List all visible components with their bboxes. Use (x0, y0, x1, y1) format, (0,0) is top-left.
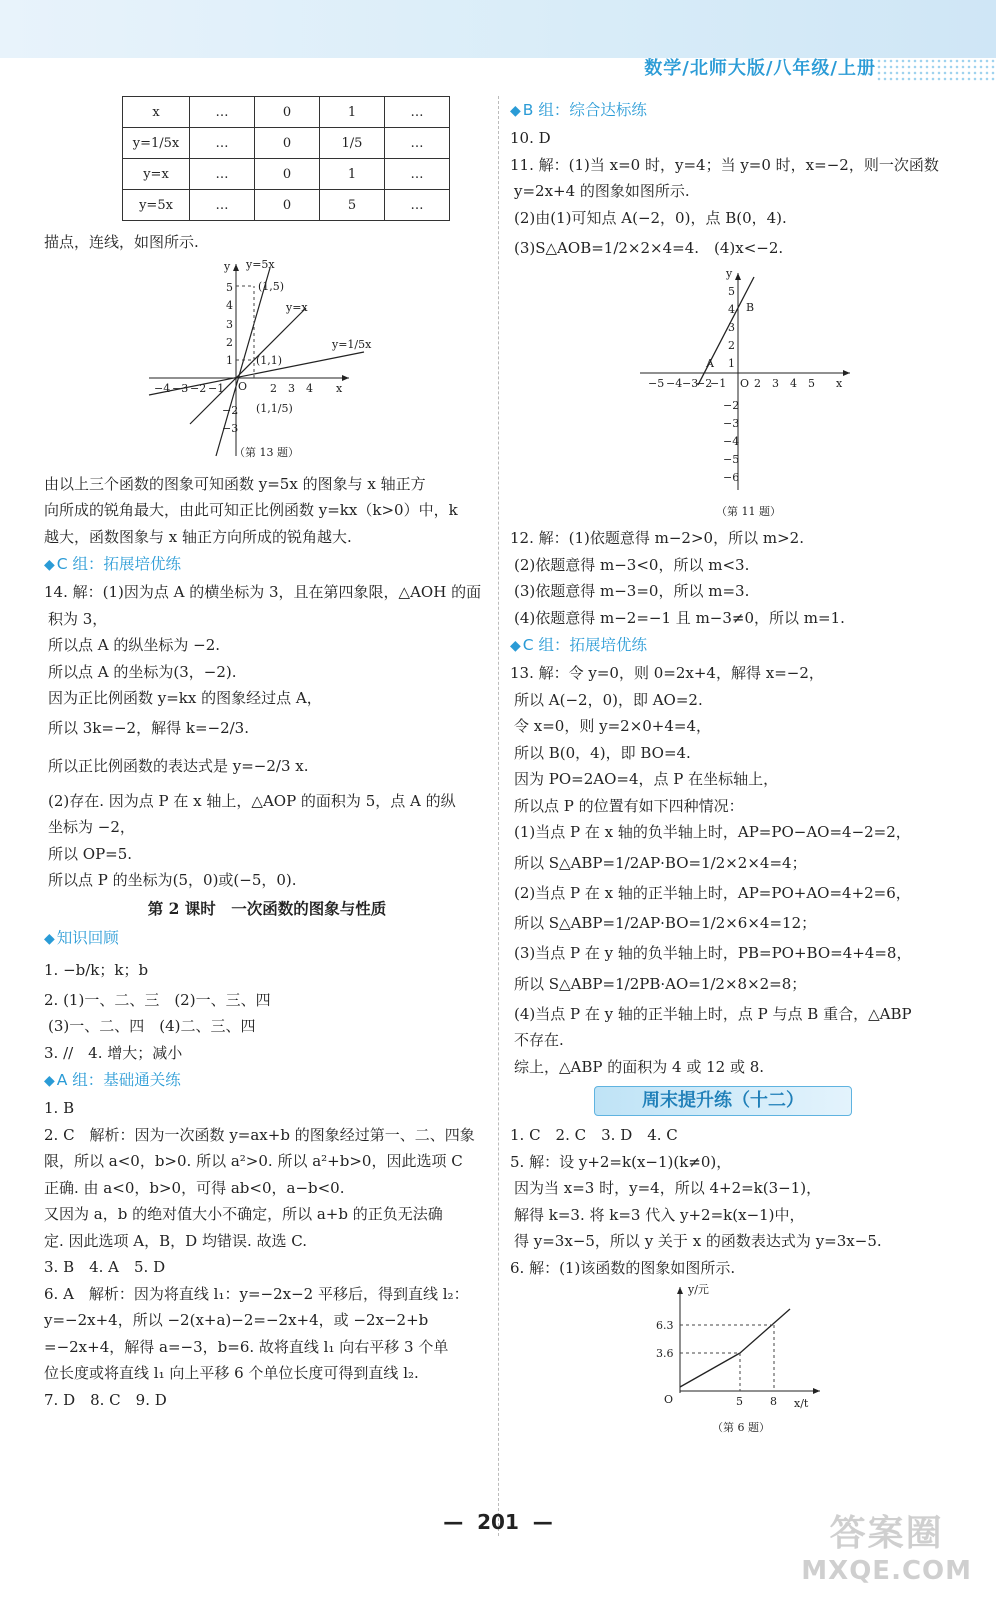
watermark (801, 1505, 972, 1586)
svg-text:2: 2 (226, 335, 233, 349)
svg-text:5: 5 (226, 280, 233, 294)
a-group-line: 限，所以 a<0，b>0. 所以 a²>0. 所以 a²+b>0，因此选项 C (44, 1152, 463, 1170)
a-group-line: 位长度或将直线 l₁ 向上平移 6 个单位长度可得到直线 l₂. (44, 1364, 419, 1382)
svg-text:−3: −3 (723, 417, 740, 430)
svg-text:−2: −2 (723, 399, 740, 412)
a-group-line: 定. 因此选项 A，B，D 均错误. 故选 C. (44, 1231, 307, 1250)
weekend-line: 得 y=3x−5，所以 y 关于 x 的函数表达式为 y=3x−5. (514, 1232, 882, 1250)
a-group-line: 正确. 由 a<0，b>0，可得 ab<0，a−b<0. (44, 1178, 345, 1197)
header-band (0, 0, 996, 58)
table-cell: … (190, 128, 255, 159)
svg-text:−3: −3 (682, 377, 699, 390)
svg-text:−3: −3 (172, 381, 189, 395)
q13-line: (2)当点 P 在 x 轴的正半轴上时，AP=PO+AO=4+2=6， (514, 883, 911, 902)
q14-line: 坐标为 −2， (48, 818, 135, 836)
a-group-line: 2. C 解析：因为一次函数 y=ax+b 的图象经过第一、二、四象 (44, 1125, 475, 1144)
svg-text:4: 4 (790, 377, 797, 390)
svg-text:−5: −5 (723, 453, 740, 466)
a-group-line: =−2x+4，解得 a=−3，b=6. 故将直线 l₁ 向右平移 3 个单 (44, 1337, 449, 1356)
label-y-1-5x: y=1/5x (332, 337, 372, 351)
table-cell: 5 (320, 190, 385, 221)
b-group-line: (4)依题意得 m−2=−1 且 m−3≠0，所以 m=1. (514, 608, 845, 627)
table-cell: 0 (255, 190, 320, 221)
q14-line: 所以点 A 的坐标为(3，−2). (48, 662, 237, 681)
svg-text:5: 5 (808, 377, 815, 390)
q14-line: 所以点 A 的纵坐标为 −2. (48, 636, 221, 654)
point-1-1: (1,1) (256, 353, 283, 367)
header-title: 数学/北师大版/八年级/上册 (644, 58, 876, 79)
fig6-x-label: x/t (794, 1397, 809, 1410)
table-cell: … (385, 159, 450, 190)
value-table (122, 96, 450, 221)
right-column (510, 96, 980, 1441)
weekend-line: 1. C 2. C 3. D 4. C (510, 1126, 678, 1144)
label-y-5x: y=5x (246, 257, 275, 271)
table-cell: … (190, 190, 255, 221)
table-row (123, 128, 450, 159)
x-axis-label: x (836, 377, 843, 390)
conclusion-line: 向所成的锐角最大，由此可知正比例函数 y=kx（k>0）中，k (44, 501, 458, 519)
b-group-line: y=2x+4 的图象如图所示. (514, 182, 690, 200)
svg-text:−2: −2 (696, 377, 713, 390)
q14-line: (2)存在. 因为点 P 在 x 轴上，△AOP 的面积为 5，点 A 的纵 (48, 791, 456, 810)
fig6-y-tick: 3.6 (656, 1347, 674, 1360)
table-cell: 0 (255, 97, 320, 128)
lesson-title: 第 2 课时 一次函数的图象与性质 (147, 898, 387, 918)
watermark-line1: 答案圈 (829, 1513, 944, 1554)
review-line: (3)一、二、四 (4)二、三、四 (48, 1017, 256, 1035)
b-group-line: 10. D (510, 129, 551, 147)
svg-text:4: 4 (226, 298, 233, 312)
table-row (123, 159, 450, 190)
table-cell: … (190, 159, 255, 190)
b-group-line: (2)由(1)可知点 A(−2，0)，点 B(0，4). (514, 208, 787, 227)
y-axis-label: y (224, 259, 231, 273)
svg-text:4: 4 (306, 381, 313, 395)
svg-text:1: 1 (728, 357, 735, 370)
q13-line: 所以 B(0，4)，即 BO=4. (514, 743, 691, 762)
conclusion-line: 由以上三个函数的图象可知函数 y=5x 的图象与 x 轴正方 (44, 474, 426, 493)
table-cell: 1 (320, 159, 385, 190)
b-group-line: (2)依题意得 m−3<0，所以 m<3. (514, 555, 750, 574)
svg-text:3: 3 (772, 377, 779, 390)
svg-text:−5: −5 (648, 377, 665, 390)
q13-line: 令 x=0，则 y=2×0+4=4， (514, 717, 712, 735)
svg-text:−2: −2 (190, 381, 207, 395)
svg-text:−4: −4 (666, 377, 683, 390)
svg-text:−6: −6 (723, 471, 740, 484)
q14-line: 因为正比例函数 y=kx 的图象经过点 A， (48, 689, 322, 707)
q13-line: 所以 S△ABP=1/2AP·BO=1/2×6×4=12； (514, 914, 817, 932)
q13-line: 综上，△ABP 的面积为 4 或 12 或 8. (514, 1057, 765, 1076)
svg-text:3: 3 (728, 321, 735, 334)
origin-label: O (740, 377, 750, 390)
table-cell: 0 (255, 128, 320, 159)
svg-text:−4: −4 (154, 381, 171, 395)
section-b-heading: ◆ B 组：综合达标练 (510, 96, 980, 125)
svg-text:3: 3 (226, 317, 233, 331)
page-number-value: 201 (477, 1510, 519, 1534)
review-line: 2. (1)一、二、三 (2)一、三、四 (44, 990, 271, 1009)
b-group-line: (3)依题意得 m−3=0，所以 m=3. (514, 582, 750, 600)
q14-line: 所以 OP=5. (48, 844, 133, 863)
svg-text:4: 4 (728, 303, 735, 316)
table-cell: … (190, 97, 255, 128)
table-row (123, 190, 450, 221)
svg-text:−4: −4 (723, 435, 740, 448)
section-c-heading-right: ◆ C 组：拓展培优练 (510, 631, 980, 660)
weekend-line: 解得 k=3. 将 k=3 代入 y+2=k(x−1)中， (514, 1205, 805, 1224)
table-cell: y=x (123, 159, 190, 190)
a-group-line: 又因为 a，b 的绝对值大小不确定，所以 a+b 的正负无法确 (44, 1205, 443, 1223)
q13-line: (3)当点 P 在 y 轴的负半轴上时，PB=PO+BO=4+4=8， (514, 944, 912, 962)
a-group-line: 1. B (44, 1099, 75, 1117)
point-1-fifth: (1,1/5) (256, 401, 293, 415)
point-b-label: B (746, 301, 755, 314)
q14-line: 积为 3， (48, 609, 108, 628)
q14-line: 所以 3k=−2，解得 k=−2/3. (48, 718, 249, 737)
a-group-line: 7. D 8. C 9. D (44, 1390, 167, 1409)
q13-line: 不存在. (514, 1031, 564, 1049)
svg-text:2: 2 (270, 381, 277, 395)
svg-text:5: 5 (728, 285, 735, 298)
q13-line: (1)当点 P 在 x 轴的负半轴上时，AP=PO−AO=4−2=2， (514, 823, 911, 841)
table-cell: 1/5 (320, 128, 385, 159)
b-group-line: 12. 解：(1)依题意得 m−2>0，所以 m>2. (510, 529, 804, 547)
section-a-heading: ◆ A 组：基础通关练 (44, 1066, 490, 1095)
fig6-origin: O (664, 1393, 674, 1406)
q14-line: 所以点 P 的坐标为(5，0)或(−5，0). (48, 871, 297, 889)
a-group-line: 3. B 4. A 5. D (44, 1258, 166, 1276)
table-cell: x (123, 97, 190, 128)
table-row (123, 97, 450, 128)
page-number: — 201 — (443, 1510, 553, 1534)
review-line: 3. // 4. 增大；减小 (44, 1043, 183, 1062)
origin-label: O (238, 379, 248, 393)
table-cell: 0 (255, 159, 320, 190)
figure-6-graph (510, 1281, 980, 1441)
svg-text:−2: −2 (222, 403, 239, 417)
svg-text:2: 2 (728, 339, 735, 352)
figure-11-caption: （第 11 题） (716, 505, 781, 518)
weekend-line: 6. 解：(1)该函数的图象如图所示. (510, 1258, 736, 1277)
weekend-line: 因为当 x=3 时，y=4，所以 4+2=k(3−1)， (514, 1179, 822, 1197)
q13-line: 所以 A(−2，0)，即 AO=2. (514, 690, 703, 709)
weekend-practice-banner: 周末提升练（十二） (594, 1086, 852, 1116)
q14-line: 所以正比例函数的表达式是 y=−2/3 x. (48, 756, 309, 775)
left-column (44, 96, 490, 1413)
figure-13-graph (44, 256, 490, 471)
y-axis-label: y (726, 267, 733, 280)
q13-line: 因为 PO=2AO=4，点 P 在坐标轴上， (514, 770, 779, 788)
svg-text:−1: −1 (710, 377, 727, 390)
table-cell: … (385, 97, 450, 128)
fig6-y-label: y/元 (688, 1283, 709, 1296)
figure-6-caption: （第 6 题） (712, 1421, 770, 1434)
svg-text:2: 2 (754, 377, 761, 390)
q13-line: 13. 解：令 y=0，则 0=2x+4，解得 x=−2， (510, 664, 824, 682)
conclusion-line: 越大，函数图象与 x 轴正方向所成的锐角越大. (44, 527, 352, 546)
b-group-line: (3)S△AOB=1/2×2×4=4. (4)x<−2. (514, 239, 784, 257)
watermark-line2: MXQE.COM (801, 1556, 972, 1586)
svg-text:−3: −3 (222, 421, 239, 435)
plot-instruction: 描点，连线，如图所示. (44, 233, 199, 251)
section-c-heading: ◆ C 组：拓展培优练 (44, 550, 490, 579)
a-group-line: y=−2x+4，所以 −2(x+a)−2=−2x+4，或 −2x−2+b (44, 1311, 429, 1329)
table-cell: y=1/5x (123, 128, 190, 159)
header-dots-decoration (876, 58, 996, 82)
q13-line: 所以 S△ABP=1/2AP·BO=1/2×2×4=4； (514, 853, 807, 872)
q13-line: (4)当点 P 在 y 轴的正半轴上时，点 P 与点 B 重合，△ABP (514, 1004, 912, 1023)
svg-text:1: 1 (226, 353, 233, 367)
q14-line: 14. 解：(1)因为点 A 的横坐标为 3，且在第四象限，△AOH 的面 (44, 583, 482, 601)
q13-line: 所以点 P 的位置有如下四种情况： (514, 796, 744, 815)
table-cell: … (385, 190, 450, 221)
b-group-line: 11. 解：(1)当 x=0 时，y=4；当 y=0 时，x=−2，则一次函数 (510, 155, 939, 174)
svg-text:3: 3 (288, 381, 295, 395)
table-cell: … (385, 128, 450, 159)
x-axis-label: x (336, 381, 343, 395)
review-line: 1. −b/k；k；b (44, 960, 149, 979)
label-y-x: y=x (286, 300, 308, 314)
point-a-label: A (706, 357, 714, 370)
figure-11-graph (510, 265, 980, 525)
fig6-x-tick: 8 (770, 1395, 777, 1408)
figure-13-caption: （第 13 题） (234, 445, 299, 459)
weekend-line: 5. 解：设 y+2=k(x−1)(k≠0)， (510, 1152, 732, 1171)
fig6-x-tick: 5 (736, 1395, 743, 1408)
a-group-line: 6. A 解析：因为将直线 l₁：y=−2x−2 平移后，得到直线 l₂： (44, 1284, 469, 1303)
fig6-y-tick: 6.3 (656, 1319, 674, 1332)
table-cell: 1 (320, 97, 385, 128)
q13-line: 所以 S△ABP=1/2PB·AO=1/2×8×2=8； (514, 974, 807, 993)
section-review-heading: ◆ 知识回顾 (44, 924, 490, 953)
point-1-5: (1,5) (258, 279, 285, 293)
table-cell: y=5x (123, 190, 190, 221)
svg-text:−1: −1 (208, 381, 225, 395)
column-divider (498, 96, 499, 1536)
